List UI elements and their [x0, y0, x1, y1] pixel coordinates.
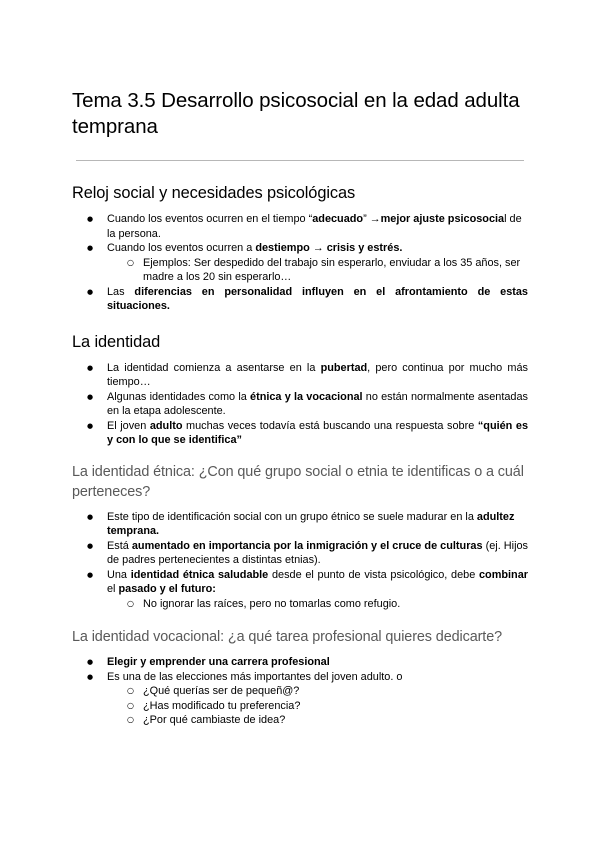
list-item: ● Elegir y emprender una carrera profesional	[72, 655, 528, 670]
list-item: ● El joven adulto muchas veces todavía está buscando una respuesta sobre “quién es y con lo que se identifica”	[72, 419, 528, 448]
sub-list-item: ○ No ignorar las raíces, pero no tomarlas como refugio.	[107, 597, 528, 612]
list-item: ● Cuando los eventos ocurren en el tiempo “adecuado” →mejor ajuste psicosocial de la persona.	[72, 212, 528, 241]
list-item: ● Es una de las elecciones más importantes del joven adulto. o ○ ¿Qué querías ser de pequeñ@? ○ ¿Has modificado tu preferencia? ○ ¿Por qué cambiaste de idea?	[72, 670, 528, 728]
sub-bullet-list	[107, 684, 528, 728]
document-title: Tema 3.5 Desarrollo psicosocial en la edad adulta temprana	[72, 89, 520, 138]
list-item: ● La identidad comienza a asentarse en la pubertad, pero continua por mucho más tiempo…	[72, 361, 528, 390]
list-item: ● Algunas identidades como la étnica y la vocacional no están normalmente asentadas en la etapa adolescente.	[72, 390, 528, 419]
document-page	[72, 88, 528, 728]
section-heading-la-identidad: La identidad	[72, 332, 161, 351]
bullet-list	[72, 212, 528, 314]
list-item: ● Está aumentado en importancia por la inmigración y el cruce de culturas (ej. Hijos de padres pertenecientes a distintas etnias).	[72, 539, 528, 568]
subsection-heading-identidad-etnica: La identidad étnica: ¿Con qué grupo social o etnia te identificas o a cuál perteneces?	[72, 463, 524, 500]
list-item: ● Una identidad étnica saludable desde el punto de vista psicológico, debe combinar el pasado y el futuro: ○ No ignorar las raíces, pero no tomarlas como refugio.	[72, 568, 528, 612]
bullet-list	[72, 655, 528, 728]
list-item: ● Cuando los eventos ocurren a destiempo → crisis y estrés. ○ Ejemplos: Ser despedido del trabajo sin esperarlo, enviudar a los 35 años, ser madre a los 20 sin esperarlo…	[72, 241, 528, 285]
sub-list-item: ○ ¿Por qué cambiaste de idea?	[107, 713, 528, 728]
bullet-list	[72, 361, 528, 448]
sub-bullet-list	[107, 597, 528, 612]
sub-bullet-list	[107, 256, 528, 285]
list-item: ● Las diferencias en personalidad influyen en el afrontamiento de estas situaciones.	[72, 285, 528, 314]
sub-list-item: ○ ¿Qué querías ser de pequeñ@?	[107, 684, 528, 699]
bullet-list	[72, 510, 528, 612]
sub-list-item: ○ ¿Has modificado tu preferencia?	[107, 699, 528, 714]
list-item: ● Este tipo de identificación social con un grupo étnico se suele madurar en la adultez temprana.	[72, 510, 528, 539]
sub-list-item: ○ Ejemplos: Ser despedido del trabajo sin esperarlo, enviudar a los 35 años, ser madre a los 20 sin esperarlo…	[107, 256, 528, 285]
subsection-heading-identidad-vocacional: La identidad vocacional: ¿a qué tarea profesional quieres dedicarte?	[72, 629, 503, 645]
title-divider	[76, 160, 524, 161]
section-heading-reloj-social: Reloj social y necesidades psicológicas	[72, 184, 356, 202]
